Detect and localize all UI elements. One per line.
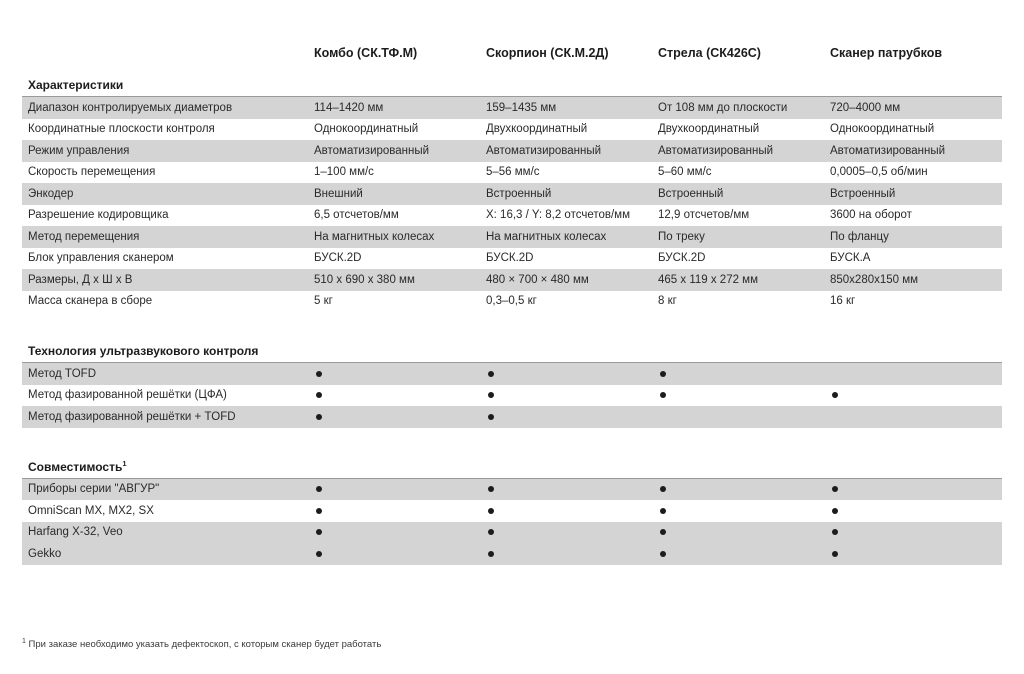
row-value: Встроенный (478, 183, 650, 205)
row-value: 850x280x150 мм (822, 269, 1002, 291)
row-value: Автоматизированный (306, 140, 478, 162)
row-label: Режим управления (22, 140, 306, 162)
row-value: Автоматизированный (822, 140, 1002, 162)
row-value: БУСК.2D (306, 248, 478, 270)
column-header-strela: Стрела (СК426С) (658, 46, 761, 60)
row-value: 720–4000 мм (822, 97, 1002, 119)
row-value: БУСК.2D (478, 248, 650, 270)
dot-cell (306, 543, 478, 565)
section-gap (22, 428, 1002, 456)
bullet-dot-icon (832, 551, 838, 557)
section-title-characteristics: Характеристики (22, 74, 1002, 97)
section-gap (22, 312, 1002, 340)
bullet-dot-icon (316, 486, 322, 492)
table-row (22, 406, 1002, 428)
row-value: 6,5 отсчетов/мм (306, 205, 478, 227)
bullet-dot-icon (832, 529, 838, 535)
row-label: Приборы серии "АВГУР" (22, 478, 306, 500)
bullet-dot-icon (488, 508, 494, 514)
table-row (22, 478, 1002, 500)
dot-cell (650, 500, 822, 522)
bullet-dot-icon (316, 392, 322, 398)
table-row (22, 363, 1002, 385)
bullet-dot-icon (488, 551, 494, 557)
table-row (22, 543, 1002, 565)
table-row (22, 522, 1002, 544)
dot-cell (822, 500, 1002, 522)
bullet-dot-icon (660, 486, 666, 492)
row-value: Встроенный (650, 183, 822, 205)
bullet-dot-icon (660, 508, 666, 514)
row-label: Скорость перемещения (22, 162, 306, 184)
dot-cell (650, 406, 822, 428)
bullet-dot-icon (488, 529, 494, 535)
dot-cell (306, 522, 478, 544)
row-value: Автоматизированный (478, 140, 650, 162)
row-value: 0,0005–0,5 об/мин (822, 162, 1002, 184)
row-value: 480 × 700 × 480 мм (478, 269, 650, 291)
dot-cell (478, 522, 650, 544)
row-label: Размеры, Д х Ш х В (22, 269, 306, 291)
section-title-ut-technology: Технология ультразвукового контроля (22, 340, 1002, 363)
row-label: Метод фазированной решётки + TOFD (22, 406, 306, 428)
row-value: По фланцу (822, 226, 1002, 248)
dot-cell (478, 478, 650, 500)
bullet-dot-icon (316, 508, 322, 514)
bullet-dot-icon (316, 529, 322, 535)
bullet-dot-icon (488, 371, 494, 377)
section-title-text: Совместимость (28, 460, 123, 474)
table-row (22, 291, 1002, 313)
row-label: Энкодер (22, 183, 306, 205)
bullet-dot-icon (316, 414, 322, 420)
bullet-dot-icon (316, 551, 322, 557)
dot-cell (306, 500, 478, 522)
dot-cell (650, 363, 822, 385)
footnote (22, 638, 381, 650)
dot-cell (478, 500, 650, 522)
row-value: Однокоординатный (306, 119, 478, 141)
dot-cell (822, 406, 1002, 428)
row-value: Автоматизированный (650, 140, 822, 162)
row-value: 465 x 119 x 272 мм (650, 269, 822, 291)
dot-cell (306, 406, 478, 428)
row-value: От 108 мм до плоскости (650, 97, 822, 119)
row-label: Разрешение кодировщика (22, 205, 306, 227)
column-header-scanner-patrubkov: Сканер патрубков (830, 46, 943, 60)
row-value: По треку (650, 226, 822, 248)
column-header-skorpion: Скорпион (СК.М.2Д) (486, 46, 609, 60)
dot-cell (822, 543, 1002, 565)
bullet-dot-icon (832, 508, 838, 514)
bullet-dot-icon (660, 371, 666, 377)
row-value: 8 кг (650, 291, 822, 313)
section-title-row (22, 74, 1002, 97)
row-value: 0,3–0,5 кг (478, 291, 650, 313)
dot-cell (650, 478, 822, 500)
table-row (22, 205, 1002, 227)
table-row (22, 162, 1002, 184)
row-value: 5 кг (306, 291, 478, 313)
row-value: Однокоординатный (822, 119, 1002, 141)
dot-cell (478, 406, 650, 428)
footnote-marker: 1 (122, 459, 127, 468)
row-value: Двухкоординатный (650, 119, 822, 141)
row-label: OmniScan MX, MX2, SX (22, 500, 306, 522)
table-row (22, 140, 1002, 162)
comparison-sheet (0, 38, 1024, 674)
footnote-text: При заказе необходимо указать дефектоскоп, с которым сканер будет работать (25, 639, 382, 651)
row-label: Координатные плоскости контроля (22, 119, 306, 141)
section-title-row (22, 456, 1002, 479)
row-value: 510 x 690 x 380 мм (306, 269, 478, 291)
dot-cell (822, 363, 1002, 385)
table-row (22, 248, 1002, 270)
dot-cell (306, 363, 478, 385)
row-value: 1–100 мм/с (306, 162, 478, 184)
dot-cell (306, 385, 478, 407)
dot-cell (478, 385, 650, 407)
row-value: 3600 на оборот (822, 205, 1002, 227)
table-row (22, 119, 1002, 141)
row-value: X: 16,3 / Y: 8,2 отсчетов/мм (478, 205, 650, 227)
row-label: Метод перемещения (22, 226, 306, 248)
bullet-dot-icon (316, 371, 322, 377)
dot-cell (822, 478, 1002, 500)
specification-table (22, 38, 1002, 565)
section-title-compatibility (22, 456, 1002, 479)
dot-cell (478, 543, 650, 565)
table-row (22, 269, 1002, 291)
row-value: 12,9 отсчетов/мм (650, 205, 822, 227)
dot-cell (822, 385, 1002, 407)
row-value: 159–1435 мм (478, 97, 650, 119)
dot-cell (650, 385, 822, 407)
table-header-row (22, 38, 1002, 74)
footnote-number: 1 (22, 638, 26, 645)
row-value: БУСК.А (822, 248, 1002, 270)
dot-cell (822, 522, 1002, 544)
row-value: 5–56 мм/с (478, 162, 650, 184)
bullet-dot-icon (660, 392, 666, 398)
bullet-dot-icon (488, 414, 494, 420)
row-value: Встроенный (822, 183, 1002, 205)
row-value: БУСК.2D (650, 248, 822, 270)
table-row (22, 226, 1002, 248)
section-title-row (22, 340, 1002, 363)
row-label: Масса сканера в сборе (22, 291, 306, 313)
bullet-dot-icon (488, 486, 494, 492)
row-label: Метод TOFD (22, 363, 306, 385)
row-label: Диапазон контролируемых диаметров (22, 97, 306, 119)
bullet-dot-icon (660, 529, 666, 535)
bullet-dot-icon (832, 392, 838, 398)
dot-cell (478, 363, 650, 385)
table-row (22, 97, 1002, 119)
row-value: На магнитных колесах (478, 226, 650, 248)
dot-cell (306, 478, 478, 500)
bullet-dot-icon (660, 551, 666, 557)
row-value: 5–60 мм/с (650, 162, 822, 184)
row-value: 114–1420 мм (306, 97, 478, 119)
row-value: Двухкоординатный (478, 119, 650, 141)
table-row (22, 385, 1002, 407)
dot-cell (650, 543, 822, 565)
row-value: На магнитных колесах (306, 226, 478, 248)
dot-cell (650, 522, 822, 544)
row-label: Harfang X-32, Veo (22, 522, 306, 544)
table-row (22, 500, 1002, 522)
bullet-dot-icon (832, 486, 838, 492)
column-header-blank (22, 38, 306, 74)
row-label: Метод фазированной решётки (ЦФА) (22, 385, 306, 407)
row-label: Gekko (22, 543, 306, 565)
column-header-kombo: Комбо (СК.ТФ.М) (314, 46, 418, 60)
row-label: Блок управления сканером (22, 248, 306, 270)
row-value: 16 кг (822, 291, 1002, 313)
bullet-dot-icon (488, 392, 494, 398)
row-value: Внешний (306, 183, 478, 205)
table-row (22, 183, 1002, 205)
